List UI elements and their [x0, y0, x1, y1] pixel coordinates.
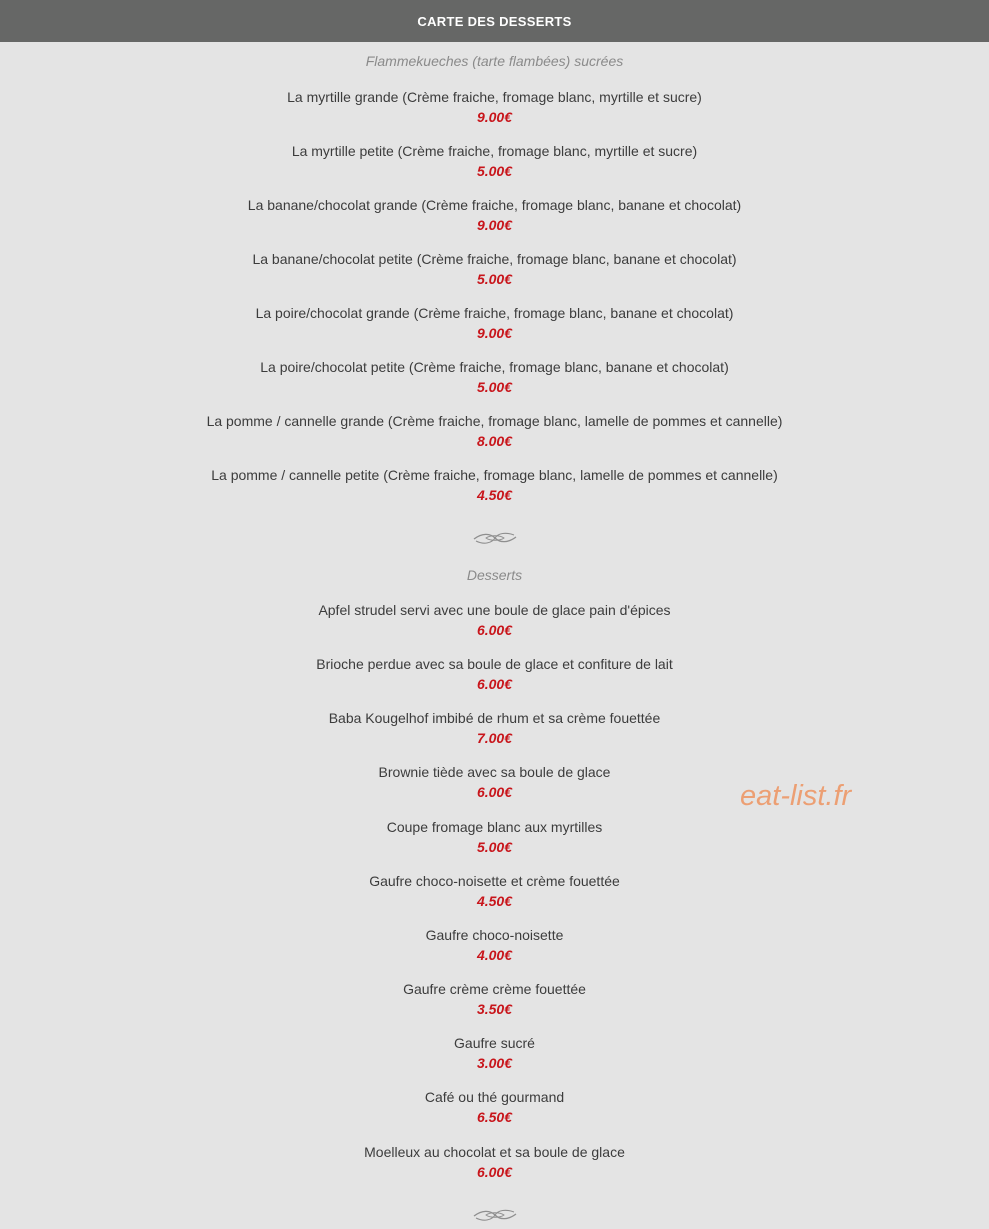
item-name: Gaufre choco-noisette: [425, 927, 564, 943]
menu-item: [0, 142, 989, 180]
item-name: Café ou thé gourmand: [424, 1089, 565, 1105]
ornamental-flourish-icon: [472, 1206, 518, 1224]
item-price: 4.50€: [476, 893, 513, 909]
item-price: 9.00€: [476, 109, 513, 125]
menu-item: [0, 601, 989, 639]
item-name: La poire/chocolat grande (Crème fraiche, fromage blanc, banane et chocolat): [255, 305, 734, 321]
item-price: 6.50€: [476, 1109, 513, 1125]
header-bar: [0, 0, 989, 42]
menu-item: [0, 1034, 989, 1072]
item-price: 7.00€: [476, 730, 513, 746]
item-price: 8.00€: [476, 433, 513, 449]
menu-item: [0, 818, 989, 856]
menu-item: [0, 304, 989, 342]
menu-item: [0, 1143, 989, 1181]
item-price: 6.00€: [476, 622, 513, 638]
item-price: 6.00€: [476, 676, 513, 692]
menu-item: [0, 466, 989, 504]
item-price: 5.00€: [476, 163, 513, 179]
section-title-desserts: Desserts: [466, 567, 523, 583]
item-price: 5.00€: [476, 379, 513, 395]
item-price: 5.00€: [476, 839, 513, 855]
item-price: 6.00€: [476, 1164, 513, 1180]
menu-item: [0, 709, 989, 747]
item-name: La pomme / cannelle grande (Crème fraiche, fromage blanc, lamelle de pommes et cannelle): [206, 413, 783, 429]
item-name: Gaufre crème crème fouettée: [403, 981, 586, 997]
item-name: La pomme / cannelle petite (Crème fraiche, fromage blanc, lamelle de pommes et cannelle): [211, 467, 778, 483]
item-name: Baba Kougelhof imbibé de rhum et sa crème fouettée: [328, 710, 661, 726]
item-name: La myrtille grande (Crème fraiche, fromage blanc, myrtille et sucre): [287, 89, 702, 105]
menu-item: [0, 412, 989, 450]
item-price: 5.00€: [476, 271, 513, 287]
item-name: Brioche perdue avec sa boule de glace et confiture de lait: [316, 656, 673, 672]
menu-item: [0, 872, 989, 910]
item-name: Gaufre sucré: [454, 1035, 535, 1051]
ornamental-flourish-icon: [472, 529, 518, 547]
menu-item: [0, 655, 989, 693]
item-price: 9.00€: [476, 217, 513, 233]
item-name: La myrtille petite (Crème fraiche, fromage blanc, myrtille et sucre): [291, 143, 698, 159]
item-name: Coupe fromage blanc aux myrtilles: [386, 819, 603, 835]
divider: [0, 1206, 989, 1224]
item-name: Apfel strudel servi avec une boule de glace pain d'épices: [318, 602, 671, 618]
page-title: CARTE DES DESSERTS: [417, 13, 572, 29]
menu-item: [0, 250, 989, 288]
item-price: 4.50€: [476, 487, 513, 503]
menu-item: [0, 926, 989, 964]
item-price: 9.00€: [476, 325, 513, 341]
item-name: Brownie tiède avec sa boule de glace: [378, 764, 611, 780]
item-name: La banane/chocolat grande (Crème fraiche, fromage blanc, banane et chocolat): [247, 197, 742, 213]
item-price: 3.00€: [476, 1055, 513, 1071]
item-price: 4.00€: [476, 947, 513, 963]
item-price: 3.50€: [476, 1001, 513, 1017]
menu-item: [0, 1088, 989, 1126]
menu-item: [0, 196, 989, 234]
item-name: La poire/chocolat petite (Crème fraiche, fromage blanc, banane et chocolat): [260, 359, 729, 375]
menu-item: [0, 358, 989, 396]
item-price: 6.00€: [476, 784, 513, 800]
watermark: eat-list.fr: [740, 780, 852, 812]
section-title-flammekueches: Flammekueches (tarte flambées) sucrées: [365, 53, 624, 69]
item-name: Moelleux au chocolat et sa boule de glace: [364, 1144, 625, 1160]
item-name: La banane/chocolat petite (Crème fraiche, fromage blanc, banane et chocolat): [252, 251, 737, 267]
menu-item: [0, 88, 989, 126]
menu-item: [0, 980, 989, 1018]
divider: [0, 529, 989, 547]
item-name: Gaufre choco-noisette et crème fouettée: [369, 873, 620, 889]
